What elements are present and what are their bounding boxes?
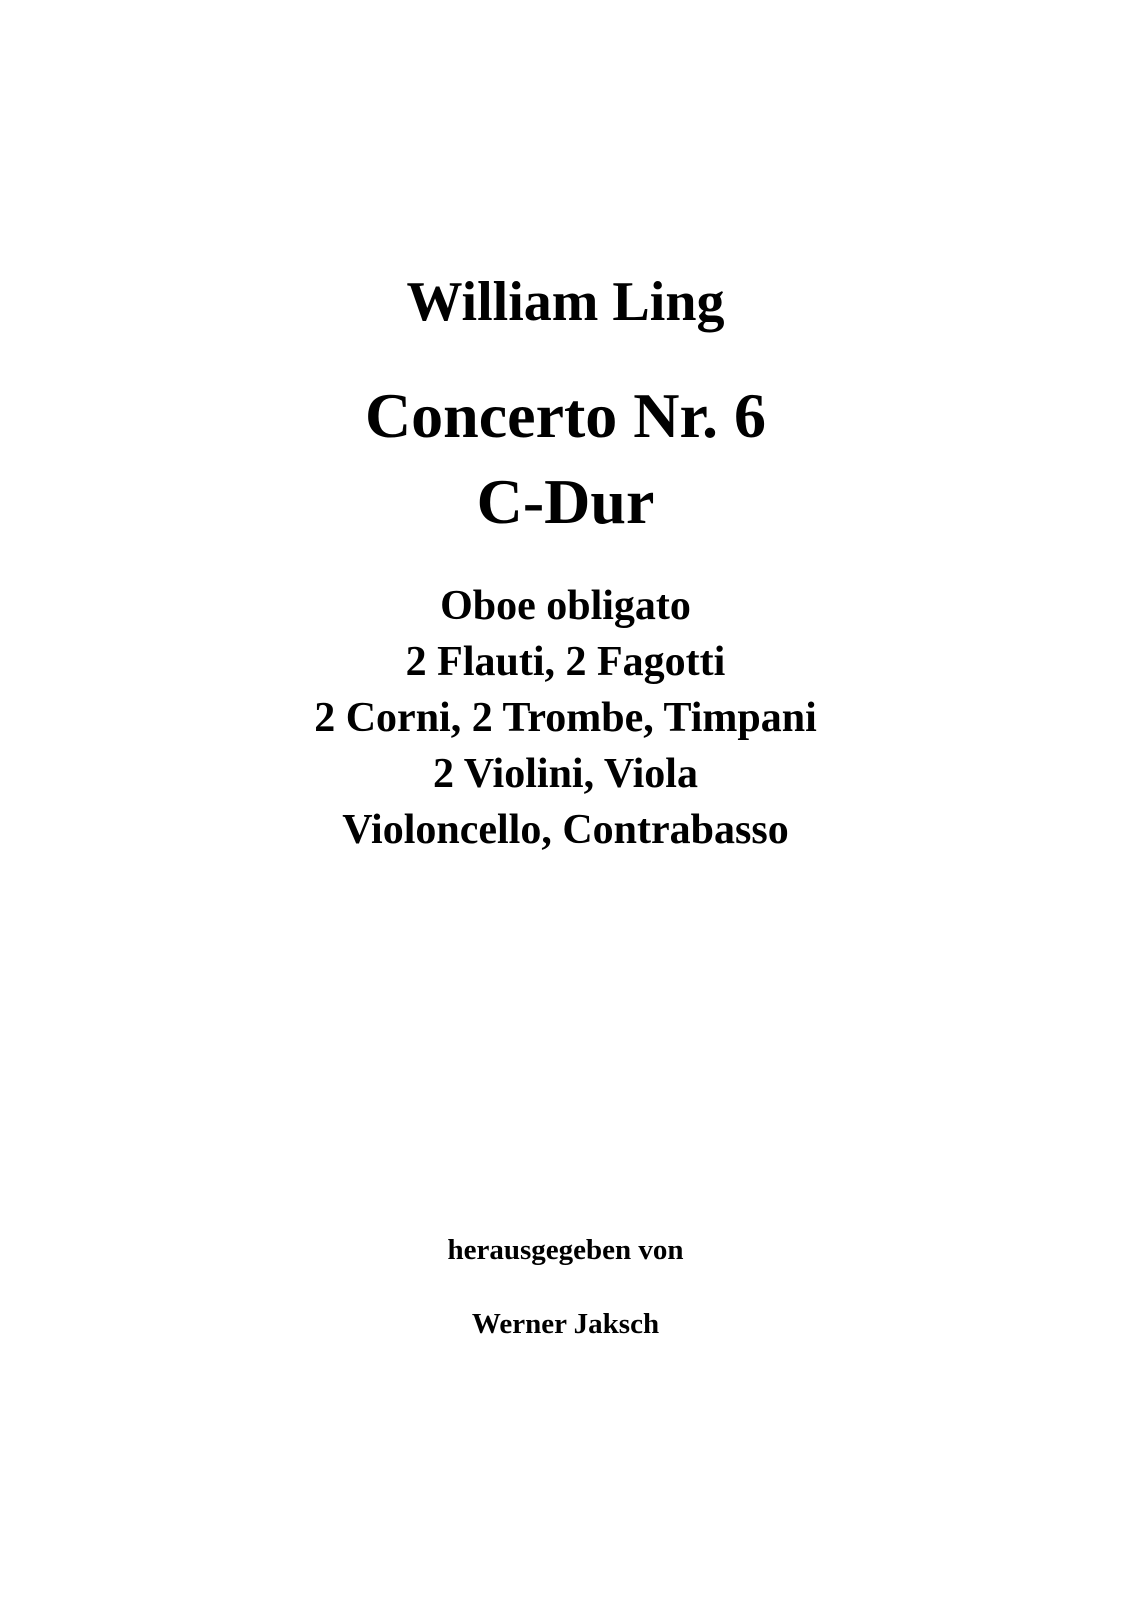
instrumentation-line: 2 Corni, 2 Trombe, Timpani [314,695,817,741]
composer-name: William Ling [406,271,725,333]
work-key: C-Dur [476,466,655,537]
work-title: Concerto Nr. 6 [364,380,767,451]
instrumentation-line: 2 Flauti, 2 Fagotti [405,639,726,685]
instrumentation-line: Violoncello, Contrabasso [342,807,789,853]
instrumentation-line: 2 Violini, Viola [433,751,698,797]
instrumentation-line: Oboe obligato [440,583,691,629]
edited-by-label: herausgegeben von [447,1234,684,1266]
editor-name: Werner Jaksch [471,1308,660,1340]
